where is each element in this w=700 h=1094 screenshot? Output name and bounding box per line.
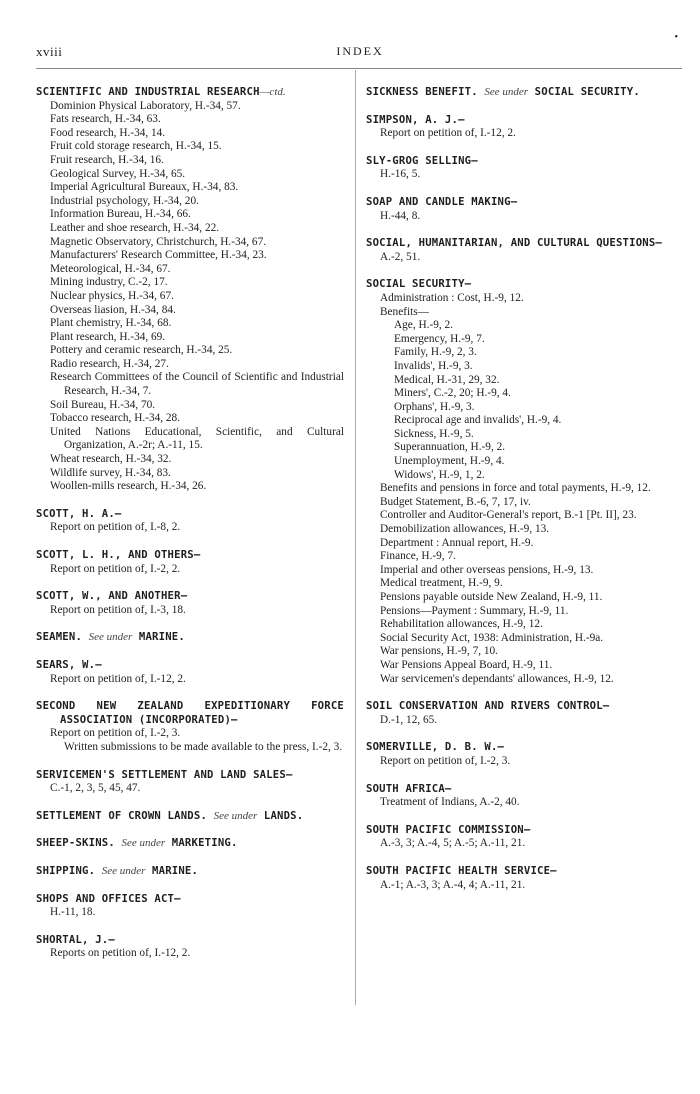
heading-text: SIMPSON, A. J.— bbox=[366, 113, 465, 126]
sub-entry: Soil Bureau, H.-34, 70. bbox=[50, 398, 156, 411]
index-entry bbox=[36, 508, 344, 535]
benefit-entry: Orphans', H.-9, 3. bbox=[394, 400, 475, 413]
heading-text: SECOND NEW ZEALAND EXPEDITIONARY FORCE ASSOCIATION (INCORPORATED)— bbox=[36, 700, 344, 726]
entry-heading bbox=[36, 590, 344, 604]
benefit-entry: Widows', H.-9, 1, 2. bbox=[394, 468, 485, 481]
cross-reference: MARINE. bbox=[138, 631, 185, 644]
sub-entry: H.-16, 5. bbox=[380, 168, 421, 181]
sub-entry: Benefits— bbox=[380, 305, 429, 318]
entry-heading bbox=[36, 631, 344, 645]
heading-text: SOUTH AFRICA— bbox=[366, 782, 452, 795]
heading-text: SEARS, W.— bbox=[36, 658, 102, 671]
index-entry bbox=[366, 865, 682, 892]
sub-entry: Benefits and pensions in force and total payments, H.-9, 12. bbox=[380, 482, 651, 495]
cross-reference: MARINE. bbox=[152, 864, 199, 877]
heading-text: SOMERVILLE, D. B. W.— bbox=[366, 741, 505, 754]
index-entry bbox=[36, 86, 344, 494]
column-divider bbox=[355, 70, 356, 1005]
benefit-entry: Invalids', H.-9, 3. bbox=[394, 359, 473, 372]
sub-entry: Tobacco research, H.-34, 28. bbox=[50, 412, 181, 425]
benefit-entry: Reciprocal age and invalids', H.-9, 4. bbox=[394, 414, 562, 427]
sub-entry: D.-1, 12, 65. bbox=[380, 713, 438, 726]
sub-sub-entry: Written submissions to be made available to the press, I.-2, 3. bbox=[64, 740, 343, 753]
entry-heading bbox=[366, 155, 682, 169]
index-entry bbox=[366, 278, 682, 686]
heading-text: SICKNESS BENEFIT. bbox=[366, 86, 478, 98]
heading-text: SCIENTIFIC AND INDUSTRIAL RESEARCH bbox=[36, 86, 260, 98]
sub-entry: Administration : Cost, H.-9, 12. bbox=[380, 291, 524, 304]
sub-entry: Rehabilitation allowances, H.-9, 12. bbox=[380, 618, 543, 631]
heading-text: SCOTT, H. A.— bbox=[36, 507, 122, 520]
entry-heading bbox=[366, 824, 682, 838]
sub-entry: Finance, H.-9, 7. bbox=[380, 550, 456, 563]
sub-entry: War pensions, H.-9, 7, 10. bbox=[380, 645, 499, 658]
entry-heading bbox=[36, 865, 344, 879]
heading-text: SHEEP-SKINS. bbox=[36, 837, 115, 850]
entry-heading bbox=[36, 86, 344, 100]
page-header bbox=[36, 32, 684, 62]
sub-entry: Treatment of Indians, A.-2, 40. bbox=[380, 796, 520, 809]
sub-entry: Research Committees of the Council of Scientific and Industrial Research, H.-34, 7. bbox=[50, 371, 344, 398]
index-entry bbox=[36, 631, 344, 645]
sub-entry: Fats research, H.-34, 63. bbox=[50, 113, 161, 126]
sub-entry: Imperial Agricultural Bureaux, H.-34, 83. bbox=[50, 181, 239, 194]
index-entry bbox=[366, 741, 682, 768]
heading-text: SOIL CONSERVATION AND RIVERS CONTROL— bbox=[366, 700, 610, 713]
sub-entry: H.-11, 18. bbox=[50, 906, 96, 919]
index-entry bbox=[366, 155, 682, 182]
index-entry bbox=[366, 86, 682, 100]
sub-entry: Fruit cold storage research, H.-34, 15. bbox=[50, 140, 222, 153]
benefit-entry: Miners', C.-2, 20; H.-9, 4. bbox=[394, 387, 511, 400]
sub-entry: Report on petition of, I.-8, 2. bbox=[50, 521, 181, 534]
sub-entry: Leather and shoe research, H.-34, 22. bbox=[50, 221, 220, 234]
sub-entry: Radio research, H.-34, 27. bbox=[50, 357, 169, 370]
entry-heading bbox=[36, 893, 344, 907]
sub-entry: Magnetic Observatory, Christchurch, H.-34, 67. bbox=[50, 235, 267, 248]
benefit-entry: Sickness, H.-9, 5. bbox=[394, 427, 474, 440]
sub-entry: H.-44, 8. bbox=[380, 209, 421, 222]
sub-entry: A.-3, 3; A.-4, 5; A.-5; A.-11, 21. bbox=[380, 837, 526, 850]
index-entry bbox=[36, 769, 344, 796]
sub-entry: Industrial psychology, H.-34, 20. bbox=[50, 194, 199, 207]
cross-reference: LANDS. bbox=[263, 809, 304, 822]
sub-entry: Imperial and other overseas pensions, H.-9, 13. bbox=[380, 563, 594, 576]
entry-heading bbox=[366, 783, 682, 797]
sub-entry: C.-1, 2, 3, 5, 45, 47. bbox=[50, 782, 141, 795]
benefit-entry: Unemployment, H.-9, 4. bbox=[394, 455, 505, 468]
index-entry bbox=[36, 893, 344, 920]
index-entry bbox=[36, 810, 344, 824]
index-entry bbox=[36, 934, 344, 961]
cross-reference: MARKETING. bbox=[171, 837, 238, 850]
entry-heading bbox=[366, 865, 682, 879]
heading-text: SEAMEN. bbox=[36, 631, 83, 644]
sub-entry: Pensions payable outside New Zealand, H.-9, 11. bbox=[380, 591, 603, 603]
heading-text: SOUTH PACIFIC COMMISSION— bbox=[366, 823, 531, 836]
sub-entry: Mining industry, C.-2, 17. bbox=[50, 276, 168, 289]
sub-entry: Reports on petition of, I.-12, 2. bbox=[50, 947, 191, 960]
sub-entry: Demobilization allowances, H.-9, 13. bbox=[380, 523, 550, 536]
sub-entry: War Pensions Appeal Board, H.-9, 11. bbox=[380, 658, 553, 671]
index-entry bbox=[366, 114, 682, 141]
sub-entry: Information Bureau, H.-34, 66. bbox=[50, 208, 191, 221]
sub-entry: Plant chemistry, H.-34, 68. bbox=[50, 317, 172, 330]
sub-entry: Pensions—Payment : Summary, H.-9, 11. bbox=[380, 604, 569, 617]
index-entry bbox=[366, 824, 682, 851]
heading-text: SERVICEMEN'S SETTLEMENT AND LAND SALES— bbox=[36, 768, 293, 781]
sub-entry: Woollen-mills research, H.-34, 26. bbox=[50, 480, 207, 493]
entry-heading bbox=[366, 86, 682, 100]
sub-entry: Report on petition of, I.-12, 2. bbox=[380, 127, 516, 140]
page-number: xviii bbox=[36, 44, 63, 59]
benefit-entry: Family, H.-9, 2, 3. bbox=[394, 346, 477, 359]
entry-heading bbox=[36, 549, 344, 563]
entry-heading bbox=[366, 196, 682, 210]
see-under: See under bbox=[213, 809, 258, 822]
sub-entry: A.-1; A.-3, 3; A.-4, 4; A.-11, 21. bbox=[380, 878, 526, 891]
sub-entry: Department : Annual report, H.-9. bbox=[380, 536, 534, 549]
sub-entry: Manufacturers' Research Committee, H.-34, 23. bbox=[50, 249, 267, 262]
entry-heading bbox=[366, 114, 682, 128]
running-head: INDEX bbox=[336, 44, 384, 58]
index-entry bbox=[36, 549, 344, 576]
header-rule bbox=[36, 68, 682, 69]
index-entry bbox=[36, 865, 344, 879]
heading-text: SHORTAL, J.— bbox=[36, 933, 115, 946]
entry-heading bbox=[36, 810, 344, 824]
see-under: See under bbox=[484, 86, 529, 98]
sub-entry: Report on petition of, I.-2, 2. bbox=[50, 562, 181, 575]
sub-entry: A.-2, 51. bbox=[380, 250, 421, 263]
benefit-entry: Superannuation, H.-9, 2. bbox=[394, 441, 506, 454]
right-column bbox=[366, 86, 682, 906]
sub-entry: Pottery and ceramic research, H.-34, 25. bbox=[50, 344, 233, 357]
heading-text: SOCIAL, HUMANITARIAN, AND CULTURAL QUESTIONS— bbox=[366, 237, 663, 250]
sub-entry: Report on petition of, I.-3, 18. bbox=[50, 603, 186, 616]
sub-entry: Fruit research, H.-34, 16. bbox=[50, 153, 164, 166]
entry-heading bbox=[36, 508, 344, 522]
heading-text: SOCIAL SECURITY— bbox=[366, 278, 472, 291]
entry-heading bbox=[36, 659, 344, 673]
entry-heading bbox=[366, 237, 682, 251]
heading-text: SHOPS AND OFFICES ACT— bbox=[36, 892, 181, 905]
entry-heading bbox=[36, 934, 344, 948]
entry-heading bbox=[366, 741, 682, 755]
benefit-entry: Age, H.-9, 2. bbox=[394, 319, 453, 332]
benefit-entry: Emergency, H.-9, 7. bbox=[394, 332, 485, 345]
heading-text: SOAP AND CANDLE MAKING— bbox=[366, 195, 518, 208]
entry-heading bbox=[36, 700, 344, 727]
sub-entry: Report on petition of, I.-2, 3. bbox=[50, 727, 181, 740]
heading-text: SCOTT, L. H., AND OTHERS— bbox=[36, 549, 201, 561]
sub-entry: Report on petition of, I.-12, 2. bbox=[50, 672, 186, 685]
sub-entry: Medical treatment, H.-9, 9. bbox=[380, 577, 503, 590]
heading-continued: —ctd. bbox=[259, 86, 286, 98]
sub-entry: Wheat research, H.-34, 32. bbox=[50, 453, 172, 466]
sub-entry: Controller and Auditor-General's report, B.-1 [Pt. II], 23. bbox=[380, 509, 637, 522]
cross-reference: SOCIAL SECURITY. bbox=[534, 86, 640, 98]
sub-entry: Food research, H.-34, 14. bbox=[50, 126, 166, 139]
left-column bbox=[36, 86, 344, 975]
sub-entry: War servicemen's dependants' allowances, H.-9, 12. bbox=[380, 672, 614, 685]
index-entry bbox=[366, 237, 682, 264]
entry-heading bbox=[36, 769, 344, 783]
entry-heading bbox=[36, 837, 344, 851]
heading-text: SETTLEMENT OF CROWN LANDS. bbox=[36, 809, 208, 822]
index-entry bbox=[366, 783, 682, 810]
sub-entry: Plant research, H.-34, 69. bbox=[50, 330, 166, 343]
index-entry bbox=[36, 659, 344, 686]
benefit-entry: Medical, H.-31, 29, 32. bbox=[394, 373, 500, 386]
heading-text: SOUTH PACIFIC HEALTH SERVICE— bbox=[366, 864, 557, 877]
sub-entry: Nuclear physics, H.-34, 67. bbox=[50, 289, 174, 302]
index-entry bbox=[36, 837, 344, 851]
sub-entry: Budget Statement, B.-6, 7, 17, iv. bbox=[380, 495, 531, 508]
entry-heading bbox=[366, 700, 682, 714]
sub-entry: Meteorological, H.-34, 67. bbox=[50, 262, 171, 275]
sub-entry: Report on petition of, I.-2, 3. bbox=[380, 754, 511, 767]
entry-heading bbox=[366, 278, 682, 292]
sub-entry: Wildlife survey, H.-34, 83. bbox=[50, 466, 171, 479]
see-under: See under bbox=[88, 631, 133, 644]
index-entry bbox=[36, 590, 344, 617]
see-under: See under bbox=[121, 837, 166, 850]
see-under: See under bbox=[101, 864, 146, 877]
sub-entry: Social Security Act, 1938: Administration, H.-9a. bbox=[380, 631, 604, 644]
sub-entry: Dominion Physical Laboratory, H.-34, 57. bbox=[50, 99, 241, 112]
sub-entry: Overseas liasion, H.-34, 84. bbox=[50, 303, 176, 316]
heading-text: SCOTT, W., AND ANOTHER— bbox=[36, 590, 188, 603]
index-entry bbox=[366, 196, 682, 223]
heading-text: SHIPPING. bbox=[36, 864, 96, 877]
sub-entry: Geological Survey, H.-34, 65. bbox=[50, 167, 186, 180]
corner-mark: • bbox=[674, 32, 678, 43]
index-entry bbox=[36, 700, 344, 754]
sub-entry: United Nations Educational, Scientific, and Cultural Organization, A.-2r; A.-11, 15. bbox=[50, 425, 344, 452]
index-entry bbox=[366, 700, 682, 727]
heading-text: SLY-GROG SELLING— bbox=[366, 154, 478, 167]
